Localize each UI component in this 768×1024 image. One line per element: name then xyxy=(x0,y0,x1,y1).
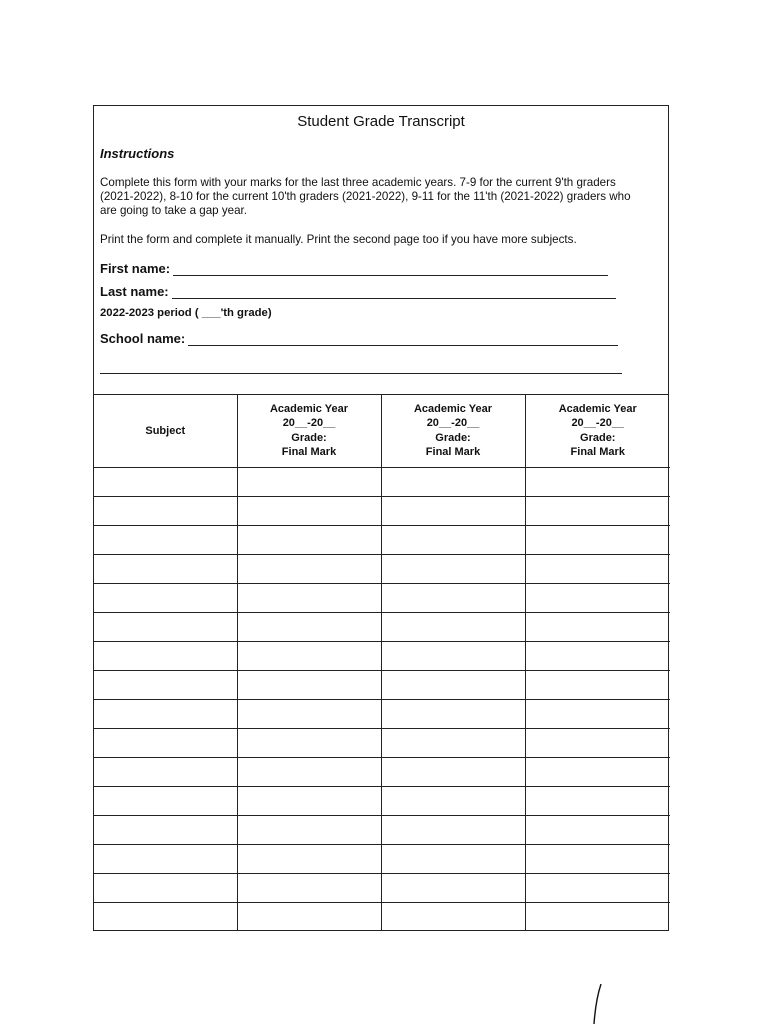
transcript-form xyxy=(93,105,669,931)
year2-mark-cell[interactable] xyxy=(381,670,525,699)
subject-cell[interactable] xyxy=(94,583,237,612)
year1-mark-cell[interactable] xyxy=(237,786,381,815)
year3-mark-cell[interactable] xyxy=(525,699,670,728)
year2-mark-cell[interactable] xyxy=(381,815,525,844)
year2-mark-cell[interactable] xyxy=(381,728,525,757)
year2-mark-cell[interactable] xyxy=(381,467,525,496)
year3-mark-cell[interactable] xyxy=(525,467,670,496)
subject-cell[interactable] xyxy=(94,496,237,525)
year3-mark-cell[interactable] xyxy=(525,844,670,873)
signature-mark xyxy=(593,984,603,1024)
subject-cell[interactable] xyxy=(94,786,237,815)
year-header-title: Academic Year xyxy=(269,402,349,415)
subject-cell[interactable] xyxy=(94,670,237,699)
year3-mark-cell[interactable] xyxy=(525,525,670,554)
year1-mark-cell[interactable] xyxy=(237,612,381,641)
year-header-mark: Final Mark xyxy=(281,446,337,459)
subject-cell[interactable] xyxy=(94,873,237,902)
period-label: 2022-2023 period ( ___'th grade) xyxy=(100,307,272,319)
table-row xyxy=(94,467,670,496)
subject-cell[interactable] xyxy=(94,641,237,670)
last-name-line[interactable] xyxy=(172,284,616,299)
subject-cell[interactable] xyxy=(94,612,237,641)
table-row xyxy=(94,670,670,699)
subject-cell[interactable] xyxy=(94,554,237,583)
first-name-line[interactable] xyxy=(173,261,608,276)
table-header-row xyxy=(94,395,670,467)
year3-mark-cell[interactable] xyxy=(525,612,670,641)
table-row xyxy=(94,496,670,525)
year2-mark-cell[interactable] xyxy=(381,902,525,931)
table-row xyxy=(94,612,670,641)
year-header-grade: Grade: xyxy=(291,431,327,444)
table-row xyxy=(94,641,670,670)
year-header-mark: Final Mark xyxy=(570,446,625,459)
table-row xyxy=(94,583,670,612)
year1-mark-cell[interactable] xyxy=(237,873,381,902)
subject-cell[interactable] xyxy=(94,815,237,844)
year1-mark-cell[interactable] xyxy=(237,757,381,786)
table-row xyxy=(94,554,670,583)
year2-mark-cell[interactable] xyxy=(381,496,525,525)
subject-cell[interactable] xyxy=(94,699,237,728)
year3-mark-cell[interactable] xyxy=(525,583,670,612)
school-name-continuation-line[interactable] xyxy=(100,373,622,374)
year1-mark-cell[interactable] xyxy=(237,815,381,844)
subject-cell[interactable] xyxy=(94,728,237,757)
year3-mark-cell[interactable] xyxy=(525,786,670,815)
year2-mark-cell[interactable] xyxy=(381,699,525,728)
print-instructions: Print the form and complete it manually. Print the second page too if you have more subjects. xyxy=(100,233,577,246)
table-row xyxy=(94,844,670,873)
last-name-field[interactable] xyxy=(100,284,616,299)
year3-mark-cell[interactable] xyxy=(525,641,670,670)
table-row xyxy=(94,873,670,902)
year-header-title: Academic Year xyxy=(558,402,637,415)
school-name-label: School name: xyxy=(100,331,186,346)
year-header xyxy=(237,395,381,467)
year2-mark-cell[interactable] xyxy=(381,844,525,873)
year3-mark-cell[interactable] xyxy=(525,554,670,583)
year1-mark-cell[interactable] xyxy=(237,641,381,670)
year2-mark-cell[interactable] xyxy=(381,525,525,554)
year2-mark-cell[interactable] xyxy=(381,873,525,902)
last-name-label: Last name: xyxy=(100,284,169,299)
year2-mark-cell[interactable] xyxy=(381,554,525,583)
year3-mark-cell[interactable] xyxy=(525,670,670,699)
table-row xyxy=(94,699,670,728)
year2-mark-cell[interactable] xyxy=(381,757,525,786)
year2-mark-cell[interactable] xyxy=(381,612,525,641)
year3-mark-cell[interactable] xyxy=(525,815,670,844)
subject-cell[interactable] xyxy=(94,757,237,786)
school-name-field[interactable] xyxy=(100,331,618,346)
period-field xyxy=(100,307,272,319)
table-row xyxy=(94,786,670,815)
year-header-title: Academic Year xyxy=(413,402,493,415)
year-header-range: 20__-20__ xyxy=(426,417,480,430)
table-row xyxy=(94,728,670,757)
form-title: Student Grade Transcript xyxy=(297,113,465,130)
year-header-range: 20__-20__ xyxy=(282,417,336,430)
subject-cell[interactable] xyxy=(94,467,237,496)
table-row xyxy=(94,902,670,931)
grades-table xyxy=(94,395,670,931)
year3-mark-cell[interactable] xyxy=(525,728,670,757)
year-header-grade: Grade: xyxy=(435,431,471,444)
year3-mark-cell[interactable] xyxy=(525,873,670,902)
first-name-field[interactable] xyxy=(100,261,608,276)
table-row xyxy=(94,757,670,786)
year-header xyxy=(381,395,525,467)
year1-mark-cell[interactable] xyxy=(237,902,381,931)
grades-table-body xyxy=(94,467,670,931)
year3-mark-cell[interactable] xyxy=(525,902,670,931)
year1-mark-cell[interactable] xyxy=(237,496,381,525)
year2-mark-cell[interactable] xyxy=(381,786,525,815)
year1-mark-cell[interactable] xyxy=(237,699,381,728)
school-name-line[interactable] xyxy=(188,331,618,346)
instructions-heading: Instructions xyxy=(100,146,175,161)
subject-cell[interactable] xyxy=(94,902,237,931)
year1-mark-cell[interactable] xyxy=(237,525,381,554)
year1-mark-cell[interactable] xyxy=(237,728,381,757)
year1-mark-cell[interactable] xyxy=(237,844,381,873)
year-header-mark: Final Mark xyxy=(425,446,481,459)
subject-cell[interactable] xyxy=(94,844,237,873)
year1-mark-cell[interactable] xyxy=(237,554,381,583)
year1-mark-cell[interactable] xyxy=(237,670,381,699)
instructions-text: Complete this form with your marks for the last three academic years. 7-9 for the current 9'th graders (2021-2022), 8-10 for the current 10'th graders (2021-2022), 9-11 for the 11'th (2021-2022) graders who are going to take a gap year. xyxy=(100,176,631,218)
year2-mark-cell[interactable] xyxy=(381,641,525,670)
year-header-range: 20__-20__ xyxy=(571,417,625,430)
subject-header: Subject xyxy=(94,395,237,467)
year1-mark-cell[interactable] xyxy=(237,467,381,496)
table-row xyxy=(94,525,670,554)
table-row xyxy=(94,815,670,844)
subject-cell[interactable] xyxy=(94,525,237,554)
year-header xyxy=(525,395,670,467)
year2-mark-cell[interactable] xyxy=(381,583,525,612)
first-name-label: First name: xyxy=(100,261,171,276)
year1-mark-cell[interactable] xyxy=(237,583,381,612)
year-header-grade: Grade: xyxy=(580,431,616,444)
year3-mark-cell[interactable] xyxy=(525,757,670,786)
year3-mark-cell[interactable] xyxy=(525,496,670,525)
form-header xyxy=(94,106,668,395)
